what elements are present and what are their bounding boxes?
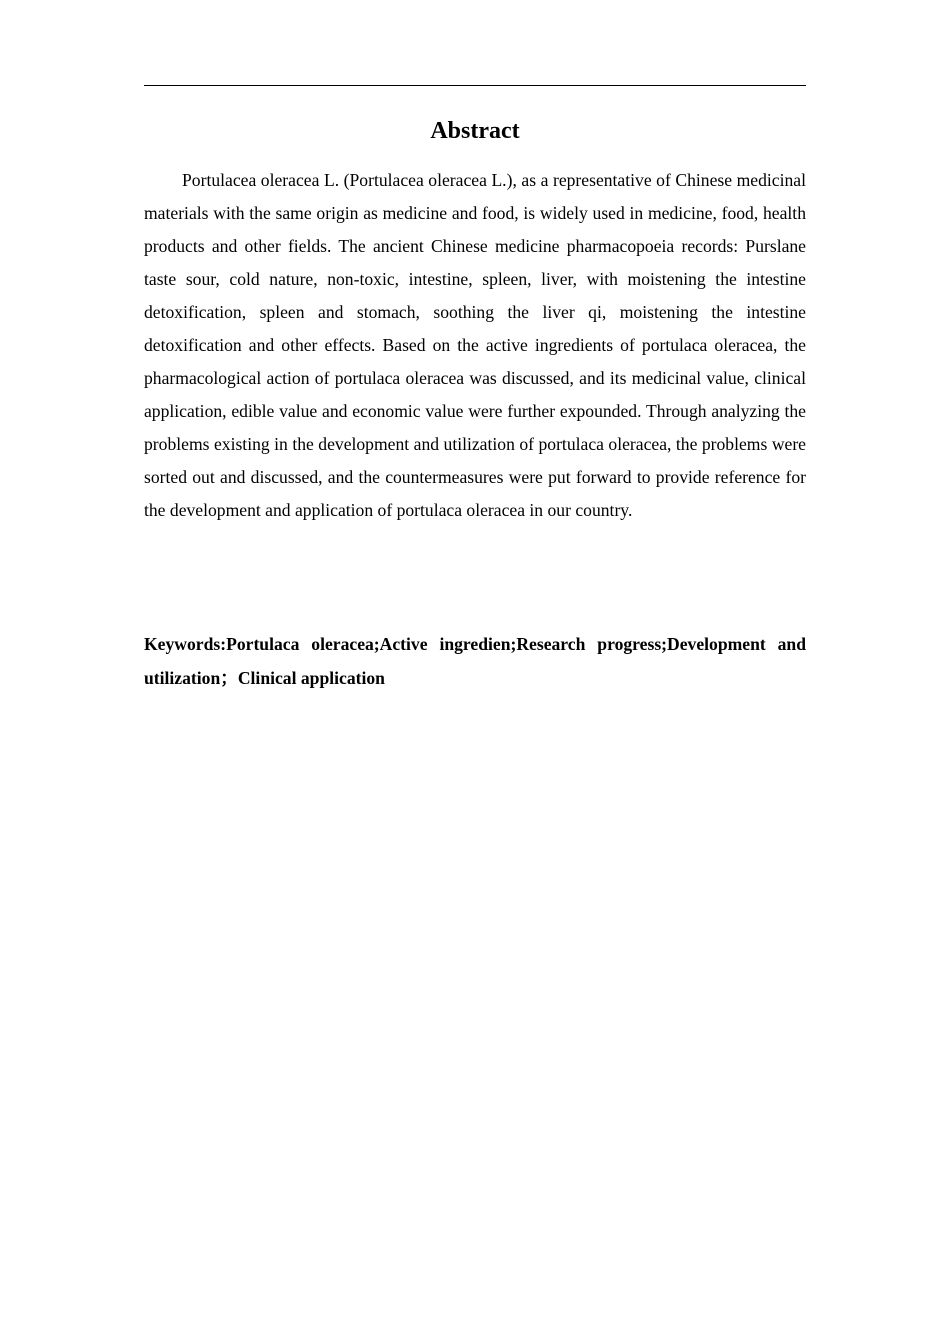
abstract-paragraph: Portulacea oleracea L. (Portulacea oleracea L.), as a representative of Chinese medicinal materials with the same origin as medicine and food, is widely used in medicine, food, health products and other fields. The ancient Chinese medicine pharmacopoeia records: Purslane taste sour, cold nature, non-toxic, intestine, spleen, liver, with moistening the intestine detoxification, spleen and stomach, soothing the liver qi, moistening the intestine detoxification and other effects. Based on the active ingredients of portulaca oleracea, the pharmacological action of portulaca oleracea was discussed, and its medicinal value, clinical application, edible value and economic value were further expounded. Through analyzing the problems existing in the development and utilization of portulaca oleracea, the problems were sorted out and discussed, and the countermeasures were put forward to provide reference for the development and application of portulaca oleracea in our country. bbox=[144, 170, 806, 520]
header-rule bbox=[144, 85, 806, 86]
page-title: Abstract bbox=[430, 118, 520, 144]
keywords-line: Keywords:Portulaca oleracea;Active ingredien;Research progress;Development and utilization；Clinical application bbox=[144, 634, 806, 688]
